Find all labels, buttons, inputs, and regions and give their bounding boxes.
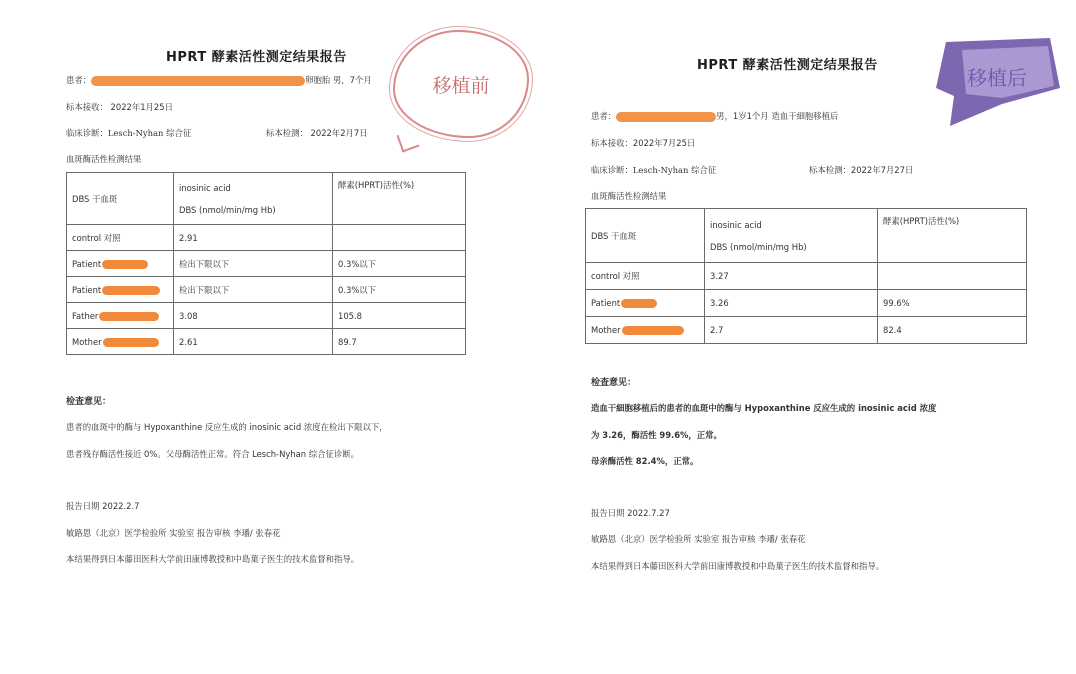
row-activity: 0.3%以下 — [333, 251, 466, 277]
row-activity: 82.4 — [878, 317, 1027, 344]
table-header-row — [586, 209, 1027, 263]
table-row — [586, 263, 1027, 290]
specimen-receipt: 标本接收：2022年7月25日 — [591, 138, 696, 148]
clinical-diagnosis: 临床诊断：Lesch-Nyhan 综合征 — [66, 128, 192, 138]
row-activity: 0.3%以下 — [333, 277, 466, 303]
row-activity: 99.6% — [878, 290, 1027, 317]
clinical-diagnosis: 临床诊断：Lesch-Nyhan 综合征 — [591, 165, 717, 175]
report-title: HPRT 酵素活性测定结果报告 — [166, 50, 347, 65]
section-title: 血斑酶活性检测结果 — [66, 154, 142, 164]
row-name: Mother — [591, 325, 621, 335]
header-activity: 酵素(HPRT)活性(%) — [878, 209, 1027, 263]
stamp-before-transplant — [393, 30, 529, 138]
redaction-mark — [621, 299, 657, 308]
row-activity: 105.8 — [333, 303, 466, 329]
row-name: Patient — [591, 298, 621, 308]
opinion-line-1: 造血干細胞移植后的患者的血斑中的酶与 Hypoxanthine 反应生成的 inosinic acid 浓度 — [591, 403, 937, 413]
row-name-cell — [67, 303, 174, 329]
row-value: 检出下限以下 — [174, 251, 333, 277]
report-date: 报告日期 2022.7.27 — [591, 508, 670, 518]
table-header-row — [67, 173, 466, 225]
report-date: 报告日期 2022.2.7 — [66, 501, 140, 511]
patient-line — [66, 74, 372, 86]
section-title: 血斑酶活性检测结果 — [591, 191, 667, 201]
header-activity: 酵素(HPRT)活性(%) — [333, 173, 466, 225]
row-value: 3.26 — [705, 290, 878, 317]
table-row — [67, 277, 466, 303]
row-activity — [878, 263, 1027, 290]
redaction-mark — [99, 312, 159, 321]
row-value: 2.91 — [174, 225, 333, 251]
table-row — [586, 290, 1027, 317]
table-row — [586, 317, 1027, 344]
stamp-after-transplant — [932, 36, 1062, 116]
row-value: 3.27 — [705, 263, 878, 290]
redaction-mark — [103, 338, 159, 347]
redaction-mark — [102, 260, 148, 269]
stamp-label: 移植前 — [432, 74, 490, 97]
specimen-receipt: 标本接收： 2022年1月25日 — [66, 102, 173, 112]
supervision-note: 本结果得到日本藤田医科大学前田康博教授和中島葉子医生的技术监督和指导。 — [66, 554, 360, 564]
stamp-label: 移植后 — [967, 65, 1027, 90]
test-date: 标本检测： 2022年2月7日 — [266, 128, 368, 138]
row-name-cell — [67, 329, 174, 355]
lab-signature: 敏路恩（北京）医学检验所 实验室 报告审核 李璠/ 张春花 — [66, 528, 281, 538]
patient-line — [591, 110, 838, 122]
row-activity: 89.7 — [333, 329, 466, 355]
opinion-line-2: 患者残存酶活性接近 0%。父母酶活性正常。符合 Lesch-Nyhan 综合征诊断。 — [66, 449, 359, 459]
row-value: 检出下限以下 — [174, 277, 333, 303]
results-table — [66, 172, 466, 355]
opinion-line-1: 患者的血斑中的酶与 Hypoxanthine 反应生成的 inosinic acid 浓度在检出下限以下， — [66, 422, 388, 432]
table-row — [67, 251, 466, 277]
header-inosinic — [705, 209, 878, 263]
redaction-mark — [616, 112, 716, 122]
header-inosinic-1: inosinic acid — [710, 219, 762, 230]
header-sample: DBS 干血斑 — [586, 209, 705, 263]
patient-label: 患者： — [591, 111, 617, 121]
header-inosinic-1: inosinic acid — [179, 182, 231, 193]
redaction-mark — [622, 326, 684, 335]
row-name: Patient — [72, 258, 102, 269]
row-value: 3.08 — [174, 303, 333, 329]
table-row — [67, 329, 466, 355]
row-name: control 对照 — [67, 225, 174, 251]
row-activity — [333, 225, 466, 251]
row-value: 2.7 — [705, 317, 878, 344]
row-name-cell — [67, 277, 174, 303]
row-name: Mother — [72, 336, 102, 347]
row-name-cell — [67, 251, 174, 277]
opinion-title: 检查意见： — [66, 397, 112, 407]
opinion-title: 检查意见： — [591, 378, 637, 388]
header-sample: DBS 干血斑 — [67, 173, 174, 225]
test-date: 标本检测：2022年7月27日 — [809, 165, 914, 175]
row-name-cell — [586, 290, 705, 317]
results-table — [585, 208, 1027, 344]
row-name: control 对照 — [586, 263, 705, 290]
row-name: Patient — [72, 284, 102, 295]
header-inosinic — [174, 173, 333, 225]
redaction-mark — [102, 286, 160, 295]
patient-info: 卵胞胎 男，7个月 — [305, 75, 372, 85]
patient-label: 患者： — [66, 75, 92, 85]
row-name-cell — [586, 317, 705, 344]
redaction-mark — [91, 76, 305, 86]
header-inosinic-2: DBS (nmol/min/mg Hb) — [710, 241, 807, 252]
row-value: 2.61 — [174, 329, 333, 355]
table-row — [67, 303, 466, 329]
row-name: Father — [72, 310, 99, 321]
lab-signature: 敏路恩（北京）医学检验所 实验室 报告审核 李璠/ 张春花 — [591, 534, 806, 544]
opinion-line-3: 母亲酶活性 82.4%，正常。 — [591, 456, 699, 466]
opinion-line-2: 为 3.26，酶活性 99.6%，正常。 — [591, 430, 722, 440]
header-inosinic-2: DBS (nmol/min/mg Hb) — [179, 204, 276, 215]
patient-info: 男，1岁1个月 造血干細胞移植后 — [716, 111, 839, 121]
supervision-note: 本结果得到日本藤田医科大学前田康博教授和中島葉子医生的技术监督和指导。 — [591, 561, 885, 571]
report-title: HPRT 酵素活性测定结果报告 — [697, 58, 878, 73]
table-row — [67, 225, 466, 251]
